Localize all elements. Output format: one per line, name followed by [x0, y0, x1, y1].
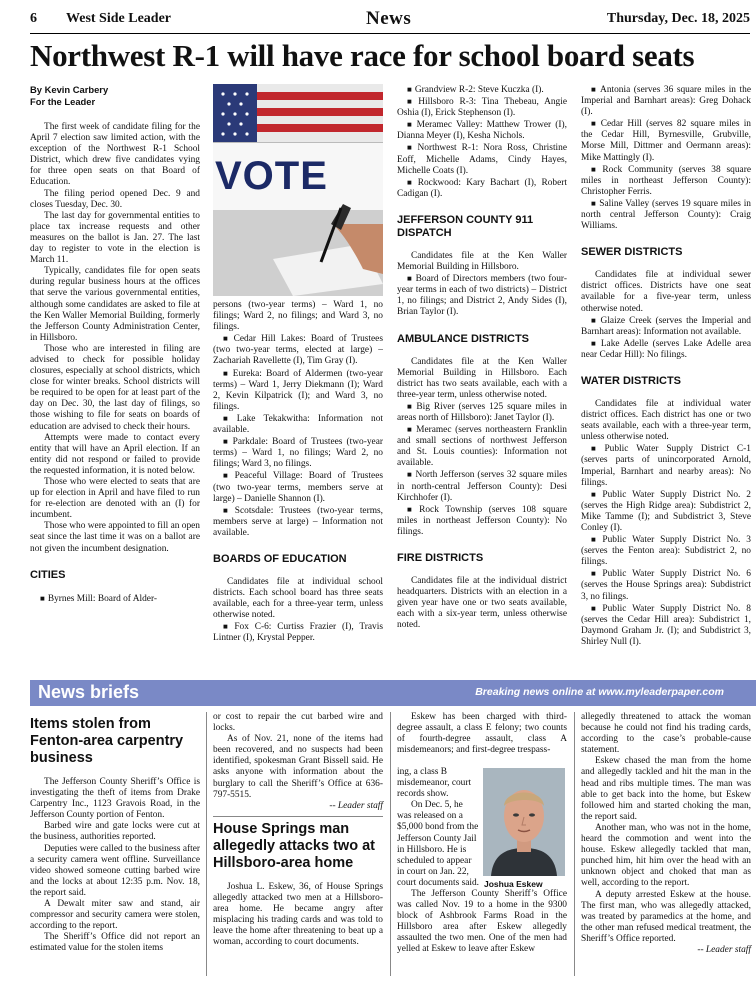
brief-1-credit: -- Leader staff: [329, 800, 383, 811]
story-list-item: ■ Rockwood: Kary Bachart (I), Robert Cadigan (I).: [397, 177, 568, 199]
column-divider: [390, 712, 391, 976]
brief-paragraph: The Jefferson County Sheriff’s Office was called Nov. 19 to a home in the 9300 block of Ashbrook Farms Road in the Hillsboro area after Eskew allegedly assaulted the two men. One of the men had yelled at Eskew to leave after Eskew: [397, 889, 567, 955]
brief-1-headline: Items stolen from Fenton-area carpentry business: [30, 716, 184, 766]
brief-paragraph: The Jefferson County Sheriff’s Office is investigating the theft of items from Drake Carpentry Inc., 1123 Gravois Road, in the Jefferson County portion of Fenton.: [30, 777, 200, 821]
brief-column-3-wrap: [397, 767, 480, 888]
story-paragraph: Candidates file at the Ken Waller Memorial Building in Hillsboro. Each district has two seats available, each with a three-year term, unless otherwise noted.: [397, 356, 567, 400]
story-list-item: ■ Eureka: Board of Aldermen (two-year terms) – Ward 1, Jerry Diekmann (I); Ward 2, Kevin Kilpatrick (I); and Ward 3, no filings.: [213, 368, 383, 412]
issue-date: Thursday, Dec. 18, 2025: [606, 11, 750, 26]
story-list-item: ■ Public Water Supply District No. 8 (serves the Cedar Hill area): Subdistrict 1, Daymond Graham Jr. (I); and Subdistrict 3, Shirley Null (I).: [581, 603, 751, 647]
story-paragraph: Typically, candidates file for open seats during regular business hours at the offices that serve the various governmental entities, although some candidates are asked to file at the Ken Waller Memorial Building, formerly the Jefferson County Administration Center, in Hillsboro.: [30, 266, 200, 343]
brief-column-4: [581, 712, 751, 980]
story-paragraph: Those who were elected to seats that are up for election in April and have filed to run for re-election are denoted with an (I) for incumbent.: [30, 477, 200, 521]
folio-rule: [30, 33, 750, 34]
story-column-1: [30, 84, 200, 664]
bullet-square-icon: ■: [223, 622, 232, 632]
water-heading: WATER DISTRICTS: [581, 374, 682, 387]
bullet-square-icon: ■: [407, 274, 413, 284]
byline-credit: For the Leader: [30, 96, 96, 107]
bullet-square-icon: ■: [591, 489, 600, 499]
story-column-4: [581, 84, 751, 664]
column-divider: [574, 712, 575, 976]
dispatch-heading: JEFFERSON COUNTY 911 DISPATCH: [397, 213, 534, 239]
story-paragraph: The filing period opened Dec. 9 and closes Tuesday, Dec. 30.: [30, 188, 200, 210]
story-list-item: ■ Rock Township (serves 108 square miles in northeast Jefferson County): No filings.: [397, 504, 568, 537]
bullet-square-icon: ■: [407, 401, 414, 411]
section-name: News: [366, 8, 412, 29]
brief-paragraph: On Dec. 5, he was released on a $5,000 bond from the Jefferson County Jail in Hillsboro. He is scheduled to appear in court on Jan. 22, court documents said.: [397, 800, 480, 888]
paper-name: West Side Leader: [66, 11, 171, 26]
bullet-square-icon: ■: [40, 593, 45, 603]
bullet-square-icon: ■: [591, 119, 598, 129]
story-list-item: ■ Lake Tekakwitha: Information not available.: [213, 413, 383, 436]
story-list-item: ■ Parkdale: Board of Trustees (two-year terms) – Ward 1, no filings; Ward 2, no filings; Ward 3, no filings.: [213, 437, 383, 470]
bullet-square-icon: ■: [223, 437, 230, 447]
story-list-item: ■ Public Water Supply District No. 2 (serves the High Ridge area): Subdistrict 2, Mike Tamme (I); and Subdistrict 3, Steve Conley (I).: [581, 489, 751, 533]
brief-paragraph: Eskew chased the man from the home and allegedly tackled and hit the man in the head and ribs multiple times. The man was able to get back into the home, but Eskew followed him and started choking the man, the report said.: [581, 756, 751, 822]
mugshot-photo: [483, 768, 565, 876]
story-paragraph: persons (two-year terms) – Ward 1, no filings; Ward 2, no filings; and Ward 3, no filings.: [213, 300, 383, 333]
bullet-square-icon: ■: [407, 97, 416, 107]
bullet-square-icon: ■: [591, 444, 602, 454]
brief-paragraph: Eskew has been charged with third-degree assault, a class E felony; two counts of fourth-degree assault, class A misdemeanors; and first-degree trespass-: [397, 712, 567, 756]
brief-paragraph: As of Nov. 21, none of the items had been recovered, and no suspects had been identified, spokesman Grant Bissell said. He asks anyone with information about the burglary to call the Sheriff’s Office at 636-797-5515.: [213, 734, 383, 800]
brief-paragraph: Deputies were called to the business after a security camera went offline. Surveillance video showed someone cutting barbed wire and the locks at about 12:35 p.m. Nov. 18, the report said.: [30, 843, 200, 898]
story-headline: Northwest R-1 will have race for school board seats: [30, 38, 695, 73]
ambulance-heading: AMBULANCE DISTRICTS: [397, 332, 529, 345]
byline: [30, 84, 200, 108]
brief-column-1: [30, 712, 200, 980]
bullet-square-icon: ■: [591, 535, 600, 545]
brief-2-headline: House Springs man allegedly attacks two at Hillsboro-area home: [213, 820, 375, 871]
column-divider: [206, 712, 207, 976]
story-list-item: ■ Saline Valley (serves 19 square miles in north central Jefferson County): Craig Williams.: [581, 198, 751, 232]
bullet-square-icon: ■: [223, 471, 232, 481]
bullet-square-icon: ■: [407, 470, 413, 480]
story-paragraph: The first week of candidate filing for the April 7 election saw limited action, with the exception of the Northwest R-1 School District, which drew five candidates vying for three open seats on that Board of Education.: [30, 122, 200, 188]
story-paragraph: Candidates file at the Ken Waller Memorial Building in Hillsboro.: [397, 250, 567, 273]
bullet-square-icon: ■: [223, 413, 234, 423]
bullet-square-icon: ■: [591, 569, 600, 579]
brief-column-2: [213, 712, 383, 980]
story-list-item: ■ Cedar Hill Lakes: Board of Trustees (two two-year terms, elected at large) – Zachariah Ravellette (I), Tim Gray (I).: [213, 334, 383, 367]
brief-paragraph: A Dewalt miter saw and stand, air compressor and security camera were stolen, according to the report.: [30, 899, 200, 932]
story-list-item: ■ Big River (serves 125 square miles in areas north of Hillsboro): Janet Taylor (I).: [397, 401, 567, 423]
story-paragraph: Candidates file at the individual district headquarters. Districts with an election in a given year have one or two seats available, each with a six-year term, unless otherwise noted.: [397, 576, 567, 631]
mugshot-caption: Joshua Eskew: [484, 879, 543, 889]
story-paragraph: Candidates file at individual water district offices. Each district has one or two seats available, each with a three-year term, unless otherwise noted.: [581, 398, 751, 443]
brief-paragraph: Barbed wire and gate locks were cut at the business, authorities reported.: [30, 821, 200, 843]
bullet-square-icon: ■: [407, 143, 415, 153]
story-paragraph: Attempts were made to contact every entity that will have an April election. If an entity did not respond or failed to provide the requested information, it is noted below.: [30, 432, 200, 476]
page-number: 6: [30, 11, 37, 26]
brief-2-credit: -- Leader staff: [697, 944, 751, 955]
story-list-item: ■ North Jefferson (serves 32 square miles in north-central Jefferson County): Desi Kirchhofer (I).: [397, 470, 567, 503]
bullet-square-icon: ■: [223, 505, 232, 515]
story-list-item: ■ Public Water Supply District No. 3 (serves the Fenton area): Subdistrict 2, no filings.: [581, 535, 751, 568]
bullet-square-icon: ■: [407, 504, 417, 514]
story-column-2: [213, 300, 383, 664]
news-briefs-title: News briefs: [38, 682, 140, 702]
story-list-item: ■ Rock Community (serves 38 square miles in northeast Jefferson County): Christopher Ferris.: [581, 164, 751, 197]
story-paragraph: Candidates file at individual sewer district offices. Districts have one seat available for a five-year term, unless otherwise noted.: [581, 270, 751, 314]
story-list-item: ■ Antonia (serves 36 square miles in the Imperial and Barnhart areas): Greg Dohack (I).: [581, 85, 751, 118]
bullet-square-icon: ■: [407, 425, 414, 435]
bullet-square-icon: ■: [407, 85, 412, 94]
story-list-item: ■ Meramec Valley: Matthew Trower (I), Dianna Meyer (I), Kesha Nichols.: [397, 120, 567, 142]
story-list-item: ■ Hillsboro R-3: Tina Thebeau, Angie Oshia (I), Erick Stephenson (I).: [397, 97, 567, 119]
brief-paragraph: The Sheriff’s Office did not report an estimated value for the stolen items: [30, 932, 200, 954]
bullet-square-icon: ■: [591, 338, 598, 348]
bullet-square-icon: ■: [591, 164, 600, 174]
fire-heading: FIRE DISTRICTS: [397, 552, 484, 564]
story-list-item: ■ Grandview R-2: Steve Kuczka (I).: [407, 85, 544, 95]
story-list-item: ■ Lake Adelle (serves Lake Adelle area near Cedar Hill): No filings.: [581, 338, 751, 360]
brief-paragraph: or cost to repair the cut barbed wire and locks.: [213, 712, 383, 734]
bullet-square-icon: ■: [407, 120, 414, 130]
story-list-item: ■ Glaize Creek (serves the Imperial and Barnhart areas): Information not available.: [581, 315, 751, 337]
story-list-item: ■ Meramec (serves northeastern Franklin and small sections of northwest Jefferson and St. Louis counties): Information not available.: [397, 425, 567, 469]
news-briefs-bar: [30, 680, 756, 706]
bullet-square-icon: ■: [591, 85, 598, 94]
story-paragraph: Candidates file at individual school districts. Each school board has three seats available, each for a three-year term, unless otherwise noted.: [213, 576, 383, 621]
story-list-item: ■ Byrnes Mill: Board of Alder-: [40, 593, 158, 604]
vote-photo: [213, 84, 383, 296]
vote-sign-text: VOTE: [215, 154, 328, 198]
story-list-item: ■ Cedar Hill (serves 82 square miles in the Cedar Hill, Byrnesville, Grubville, Morse Mill, Dittmer and Oermann areas): Mike Mattingly (I).: [581, 119, 751, 163]
sewer-heading: SEWER DISTRICTS: [581, 246, 683, 259]
boe-heading: BOARDS OF EDUCATION: [213, 552, 347, 565]
story-list-item: ■ Public Water Supply District C-1 (serves parts of unincorporated Arnold, Imperial, Barnhart and nearby areas): No filings.: [581, 444, 751, 488]
story-paragraph: The last day for governmental entities to place tax increase requests and other measures on the ballot is Jan. 27. The last day to register to vote in the election is March 11.: [30, 210, 200, 266]
cities-heading: CITIES: [30, 568, 66, 581]
story-list-item: ■ Board of Directors members (two four-year terms in each of two districts) – District 1, no filings; and District 2, Andy Sides (I), Brian Taylor (I).: [397, 274, 567, 318]
story-column-3: [397, 84, 567, 664]
story-paragraph: Those who were appointed to fill an open seat since the last time it was on a ballot are not given the incumbent designation.: [30, 521, 200, 554]
byline-author: By Kevin Carbery: [30, 84, 109, 95]
brief-paragraph: ing, a class B misdemeanor, court records show.: [397, 767, 472, 800]
website-promo-link[interactable]: Breaking news online at www.myleaderpaper.com: [475, 686, 724, 698]
bullet-square-icon: ■: [591, 198, 597, 208]
story-list-item: ■ Scotsdale: Trustees (two-year terms, members serve at large) – Information not available.: [213, 505, 383, 538]
brief-paragraph: A deputy arrested Eskew at the house. The first man, who was allegedly attacked, was treated by paramedics at the home, and the other man refused medical treatment, the Sheriff’s Office reported.: [581, 889, 751, 944]
brief-paragraph: Another man, who was not in the home, heard the commotion and went into the house. Eskew allegedly tackled that man, punched him, hit him over the head with an unknown object and choked that man as well, according to the report.: [581, 822, 751, 889]
bullet-square-icon: ■: [591, 603, 600, 613]
bullet-square-icon: ■: [223, 334, 231, 344]
story-list-item: ■ Fox C-6: Curtiss Frazier (I), Travis Lintner (I), Krystal Pepper.: [213, 622, 383, 644]
brief-column-3-top: [397, 712, 567, 768]
story-list-item: ■ Peaceful Village: Board of Trustees (two two-year terms, members serve at large) – Danielle Shannon (I).: [213, 471, 383, 504]
story-list-item: ■ Northwest R-1: Nora Ross, Christine Eoff, Michelle Adams, Cindy Hayes, Michelle Coats (I).: [397, 143, 567, 176]
brief-column-3-bottom: [397, 889, 567, 979]
bullet-square-icon: ■: [591, 315, 598, 325]
story-paragraph: Those who are interested in filing are advised to check for possible holiday closures, especially at school districts, which close for winter breaks. School districts will be required to be open for at least part of the day on Dec. 30, the last day of filings, so those wishing to file for seats on boards of education are advised to check their hours.: [30, 343, 200, 432]
page-folio: [30, 8, 750, 30]
brief-paragraph: Joshua L. Eskew, 36, of House Springs allegedly attacked two men at a Hillsboro-area home. He became angry after misplacing his trading cards and was told to leave the home after threatening to beat up a woman, according to court documents.: [213, 881, 383, 948]
mugshot-image: [483, 768, 565, 876]
brief-paragraph: allegedly threatened to attack the woman because he could not find his trading cards, according to the case’s probable-cause statement.: [581, 712, 751, 756]
story-list-item: ■ Public Water Supply District No. 6 (serves the House Springs area): Subdistrict 3, no filings.: [581, 569, 751, 602]
bullet-square-icon: ■: [407, 177, 415, 187]
bullet-square-icon: ■: [223, 368, 230, 378]
brief-separator: [213, 816, 383, 817]
